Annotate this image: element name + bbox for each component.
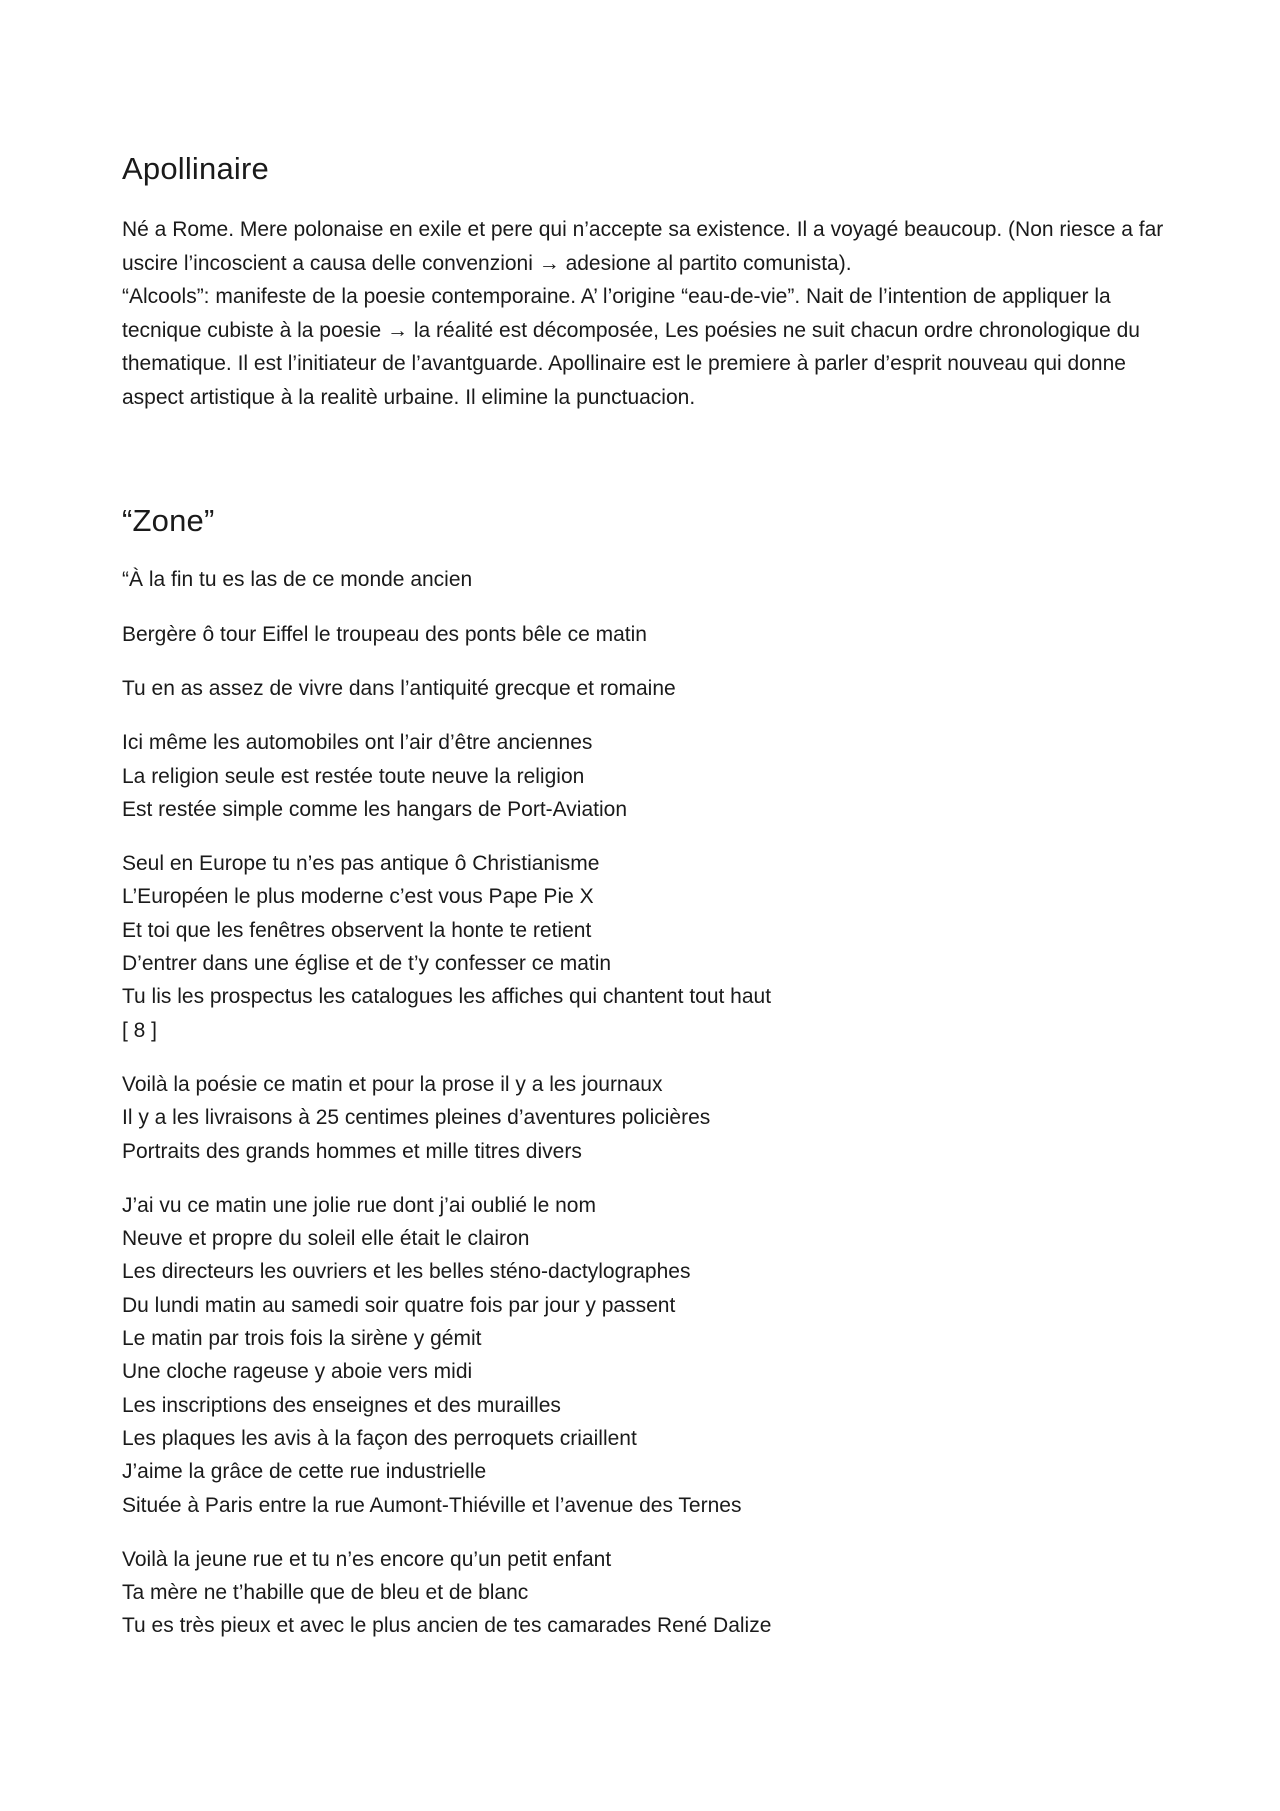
- poem-line: J’aime la grâce de cette rue industrielle: [122, 1460, 487, 1484]
- poem-line: [ 8 ]: [122, 1018, 158, 1042]
- poem-stanza: [122, 672, 1172, 705]
- poem-stanza: [122, 563, 1172, 596]
- poem-line: Voilà la jeune rue et tu n’es encore qu’un petit enfant: [122, 1547, 612, 1571]
- poem-line: Du lundi matin au samedi soir quatre fois par jour y passent: [122, 1293, 676, 1317]
- poem-line: Les plaques les avis à la façon des perroquets criaillent: [122, 1426, 637, 1450]
- poem-line: Tu lis les prospectus les catalogues les affiches qui chantent tout haut: [122, 985, 772, 1009]
- poem-line: Tu en as assez de vivre dans l’antiquité grecque et romaine: [122, 676, 676, 700]
- section-title-apollinaire: Apollinaire: [122, 151, 269, 186]
- poem-line: L’Européen le plus moderne c’est vous Pape Pie X: [122, 885, 594, 909]
- poem-line: La religion seule est restée toute neuve la religion: [122, 764, 585, 788]
- poem-line: Il y a les livraisons à 25 centimes pleines d’aventures policières: [122, 1106, 711, 1130]
- poem-line: “À la fin tu es las de ce monde ancien: [122, 568, 473, 592]
- poem-line: Voilà la poésie ce matin et pour la prose il y a les journaux: [122, 1072, 663, 1096]
- intro-paragraph: Né a Rome. Mere polonaise en exile et pere qui n’accepte sa existence. Il a voyagé beaucoup. (Non riesce a far uscire l’incoscient a causa delle convenzioni → adesione al partito comunista).: [122, 218, 1164, 275]
- poem-stanza: [122, 1068, 1172, 1168]
- poem-line: Neuve et propre du soleil elle était le clairon: [122, 1227, 530, 1251]
- intro-paragraph: “Alcools”: manifeste de la poesie contemporaine. A’ l’origine “eau-de-vie”. Nait de l’intention de appliquer la tecnique cubiste à la poesie → la réalité est décomposée, Les poésies ne suit chacun ordre chronologique du thematique. Il est l’initiateur de l’avantguarde. Apollinaire est le premiere à parler d’esprit nouveau qui donne aspect artistique à la realitè urbaine. Il elimine la punctuacion.: [122, 285, 1140, 409]
- poem-line: Les inscriptions des enseignes et des murailles: [122, 1393, 561, 1417]
- poem-stanza: [122, 1189, 1172, 1522]
- poem-line: Et toi que les fenêtres observent la honte te retient: [122, 918, 592, 942]
- poem-line: Seul en Europe tu n’es pas antique ô Christianisme: [122, 852, 600, 876]
- poem-stanza: [122, 726, 1172, 826]
- poem-line: D’entrer dans une église et de t’y confesser ce matin: [122, 952, 612, 976]
- poem-line: Située à Paris entre la rue Aumont-Thiéville et l’avenue des Ternes: [122, 1493, 742, 1517]
- document-page: [122, 150, 1172, 1664]
- poem-stanzas: [122, 563, 1172, 1642]
- poem-line: Est restée simple comme les hangars de Port-Aviation: [122, 797, 628, 821]
- intro-paragraphs: [122, 213, 1172, 414]
- poem-line: J’ai vu ce matin une jolie rue dont j’ai oublié le nom: [122, 1193, 596, 1217]
- poem-line: Une cloche rageuse y aboie vers midi: [122, 1360, 473, 1384]
- poem-stanza: [122, 847, 1172, 1047]
- poem-line: Le matin par trois fois la sirène y gémit: [122, 1327, 482, 1351]
- poem-line: Tu es très pieux et avec le plus ancien de tes camarades René Dalize: [122, 1614, 772, 1638]
- poem-stanza: [122, 1543, 1172, 1643]
- poem-line: Bergère ô tour Eiffel le troupeau des ponts bêle ce matin: [122, 622, 647, 646]
- poem-stanza: [122, 618, 1172, 651]
- poem-line: Ta mère ne t’habille que de bleu et de blanc: [122, 1581, 529, 1605]
- poem-line: Les directeurs les ouvriers et les belles sténo-dactylographes: [122, 1260, 691, 1284]
- section-title-zone: “Zone”: [122, 503, 215, 539]
- poem-line: Portraits des grands hommes et mille titres divers: [122, 1139, 582, 1163]
- poem-line: Ici même les automobiles ont l’air d’être anciennes: [122, 731, 593, 755]
